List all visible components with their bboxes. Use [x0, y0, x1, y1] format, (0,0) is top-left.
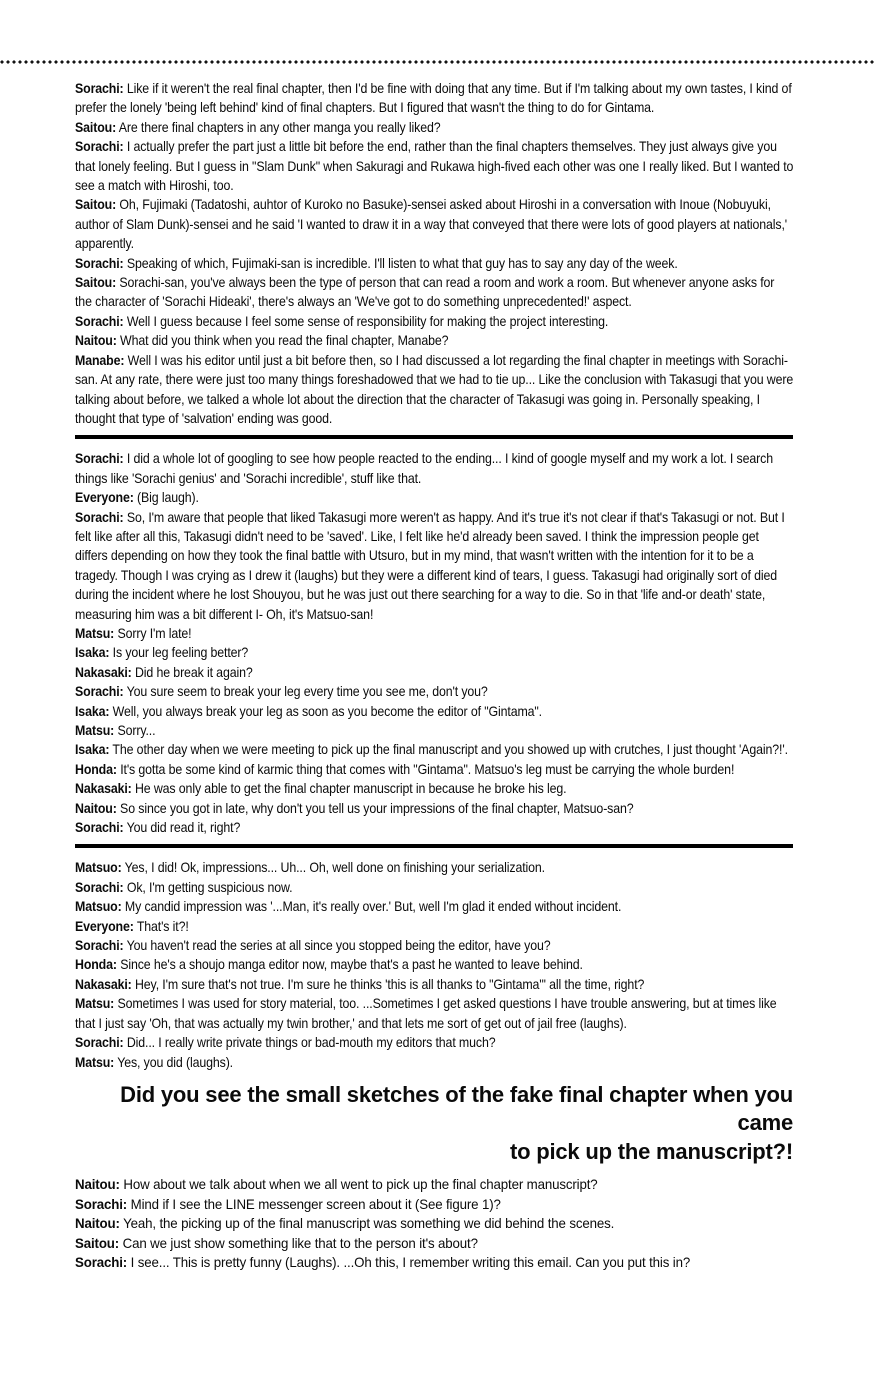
speaker-name: Sorachi: — [75, 1034, 124, 1051]
dialogue-turn: Matsu: Yes, you did (laughs). — [75, 1053, 234, 1070]
dialogue-turn: Naitou: What did you think when you read the final chapter, Manabe? — [75, 332, 449, 349]
dialogue-turn: Naitou: How about we talk about when we all went to pick up the final chapter manuscript? — [75, 1176, 598, 1193]
dotted-divider — [0, 60, 875, 64]
dialogue-turn: Isaka: Is your leg feeling better? — [75, 644, 249, 661]
speaker-name: Sorachi: — [75, 878, 124, 895]
dialogue-turn: Saitou: Can we just show something like that to the person it's about? — [75, 1234, 478, 1251]
dialogue-turn: Sorachi: Mind if I see the LINE messenger screen about it (See figure 1)? — [75, 1195, 501, 1212]
speaker-name: Honda: — [75, 760, 117, 777]
dialogue-turn: Sorachi: I see... This is pretty funny (Laughs). ...Oh this, I remember writing this email. Can you put this in? — [75, 1254, 691, 1271]
speaker-name: Matsu: — [75, 624, 115, 641]
speaker-name: Saitou: — [75, 196, 117, 213]
speaker-name: Sorachi: — [75, 80, 124, 96]
dialogue-turn: Sorachi: Did... I really write private things or bad-mouth my editors that much? — [75, 1034, 496, 1051]
headline-line-1: Did you see the small sketches of the fake final chapter when you came — [120, 1081, 793, 1136]
speaker-name: Everyone: — [75, 917, 134, 934]
speaker-name: Saitou: — [75, 1234, 120, 1251]
speaker-name: Sorachi: — [75, 683, 124, 700]
speaker-name: Sorachi: — [75, 450, 124, 467]
dialogue-block-4 — [75, 1175, 793, 1272]
speaker-name: Sorachi: — [75, 312, 124, 329]
dialogue-turn: Nakasaki: Did he break it again? — [75, 663, 253, 680]
speaker-name: Matsu: — [75, 722, 115, 738]
speaker-name: Nakasaki: — [75, 663, 132, 680]
dialogue-block-2 — [75, 449, 794, 837]
speaker-name: Matsuo: — [75, 859, 122, 876]
dialogue-turn: Naitou: Yeah, the picking up of the final manuscript was something we did behind the scenes. — [75, 1215, 615, 1232]
dialogue-block-1 — [75, 79, 794, 428]
dialogue-turn: Sorachi: You haven't read the series at all since you stopped being the editor, have you? — [75, 937, 551, 954]
dialogue-turn: Manabe: Well I was his editor until just a bit before then, so I had discussed a lot regarding the final chapter in meetings with Sorachi-san. At any rate, there were just too many things foreshadowed that we had to tie up... Like the conclusion with Takasugi that you were talking about before, we talked a whole lot about the direction that the character of Takasugi was going in. Personally speaking, I thought that type of 'salvation' ending was good. — [75, 351, 794, 426]
dialogue-turn: Sorachi: Ok, I'm getting suspicious now. — [75, 878, 293, 895]
dialogue-turn: Matsu: Sorry... — [75, 722, 156, 738]
dialogue-turn: Sorachi: Speaking of which, Fujimaki-san is incredible. I'll listen to what that guy has to say any day of the week. — [75, 254, 678, 271]
dialogue-turn: Nakasaki: He was only able to get the final chapter manuscript in because he broke his leg. — [75, 780, 567, 797]
dialogue-turn: Saitou: Oh, Fujimaki (Tadatoshi, auhtor of Kuroko no Basuke)-sensei asked about Hiroshi in a conversation with Inoue (Nobuyuki, author of Slam Dunk)-sensei and he said 'I wanted to draw it in a way that conveyed that there were lots of good players at nationals,' apparently. — [75, 196, 788, 252]
dialogue-block-3 — [75, 858, 794, 1071]
dialogue-turn: Saitou: Sorachi-san, you've always been the type of person that can read a room and work a room. But whenever anyone asks for the character of 'Sorachi Hideaki', there's always an 'We've got to do something unprecedented!' aspect. — [75, 274, 775, 310]
dialogue-turn: Sorachi: I did a whole lot of googling to see how people reacted to the ending... I kind of google myself and my work a lot. I search things like 'Sorachi genius' and 'Sorachi incredible', stuff like that. — [75, 450, 773, 486]
dialogue-turn: Isaka: Well, you always break your leg as soon as you become the editor of "Gintama". — [75, 702, 542, 719]
dialogue-turn: Sorachi: You did read it, right? — [75, 819, 241, 836]
section-divider-2 — [75, 844, 793, 848]
speaker-name: Sorachi: — [75, 1195, 128, 1212]
speaker-name: Sorachi: — [75, 1254, 128, 1271]
speaker-name: Matsuo: — [75, 898, 122, 915]
speaker-name: Naitou: — [75, 799, 117, 816]
speaker-name: Nakasaki: — [75, 780, 132, 797]
speaker-name: Isaka: — [75, 741, 110, 758]
dialogue-turn: Nakasaki: Hey, I'm sure that's not true. I'm sure he thinks 'this is all thanks to "Gintama"' all the time, right? — [75, 975, 645, 992]
dialogue-turn: Sorachi: Like if it weren't the real final chapter, then I'd be fine with doing that any time. But if I'm talking about my own tastes, I kind of prefer the lonely 'being left behind' kind of final chapters. But I figured that wasn't the thing to do for Gintama. — [75, 80, 792, 116]
speaker-name: Saitou: — [75, 274, 117, 291]
dialogue-turn: Sorachi: I actually prefer the part just a little bit before the end, rather than the final chapters themselves. They just always give you that lonely feeling. But I guess in "Slam Dunk" when Sakuragi and Rukawa high-fived each other was one I really liked. But I wanted to see a match with Hiroshi, too. — [75, 138, 794, 194]
speaker-name: Nakasaki: — [75, 975, 132, 992]
dialogue-turn: Everyone: (Big laugh). — [75, 489, 199, 506]
dialogue-turn: Honda: Since he's a shoujo manga editor now, maybe that's a past he wanted to leave behind. — [75, 956, 583, 973]
speaker-name: Everyone: — [75, 489, 134, 506]
speaker-name: Matsu: — [75, 1053, 115, 1070]
speaker-name: Naitou: — [75, 1215, 120, 1232]
speaker-name: Saitou: — [75, 118, 117, 135]
section-divider-1 — [75, 435, 793, 439]
speaker-name: Honda: — [75, 956, 117, 973]
dialogue-turn: Everyone: That's it?! — [75, 917, 189, 934]
speaker-name: Sorachi: — [75, 819, 124, 836]
dialogue-turn: Matsuo: Yes, I did! Ok, impressions... Uh... Oh, well done on finishing your serialization. — [75, 859, 545, 876]
dialogue-turn: Matsu: Sorry I'm late! — [75, 624, 192, 641]
dialogue-turn: Honda: It's gotta be some kind of karmic thing that comes with "Gintama". Matsuo's leg must be carrying the whole burden! — [75, 760, 735, 777]
pull-quote-headline — [75, 1081, 793, 1167]
dialogue-turn: Isaka: The other day when we were meeting to pick up the final manuscript and you showed up with crutches, I just thought 'Again?!'. — [75, 741, 788, 758]
dialogue-turn: Matsuo: My candid impression was '...Man, it's really over.' But, well I'm glad it ended without incident. — [75, 898, 622, 915]
speaker-name: Naitou: — [75, 1176, 120, 1193]
speaker-name: Sorachi: — [75, 937, 124, 954]
dialogue-turn: Saitou: Are there final chapters in any other manga you really liked? — [75, 118, 441, 135]
speaker-name: Manabe: — [75, 351, 125, 368]
dialogue-turn: Sorachi: So, I'm aware that people that liked Takasugi more weren't as happy. And it's true it's not clear if that's Takasugi or not. But I felt like after all this, Takasugi didn't need to be 'saved'. Like, I felt like he'd already been saved. I think the impression people get differs depending on how they took the final battle with Utsuro, but in my mind, that wasn't written with the intention for it to be a tragedy. Though I was crying as I drew it (laughs) but they were a different kind of tears, I guess. Takasugi had originally sort of died during the incident where he lost Shouyou, but he was just out there searching for a way to die. So in that 'life and-or death' state, measuring him was a bit different I- Oh, it's Matsuo-san! — [75, 508, 785, 622]
speaker-name: Sorachi: — [75, 254, 124, 271]
speaker-name: Sorachi: — [75, 508, 124, 525]
dialogue-turn: Matsu: Sometimes I was used for story material, too. ...Sometimes I get asked questions I have trouble answering, but at times like that I just say 'Oh, that was actually my twin brother,' and that lets me sort of get out of jail free (laughs). — [75, 995, 777, 1031]
speaker-name: Matsu: — [75, 995, 115, 1012]
speaker-name: Isaka: — [75, 644, 110, 661]
dialogue-turn: Naitou: So since you got in late, why don't you tell us your impressions of the final chapter, Matsuo-san? — [75, 799, 634, 816]
headline-line-2: to pick up the manuscript?! — [509, 1138, 793, 1164]
speaker-name: Sorachi: — [75, 138, 124, 155]
dialogue-turn: Sorachi: Well I guess because I feel some sense of responsibility for making the project interesting. — [75, 312, 609, 329]
dialogue-turn: Sorachi: You sure seem to break your leg every time you see me, don't you? — [75, 683, 488, 700]
speaker-name: Isaka: — [75, 702, 110, 719]
speaker-name: Naitou: — [75, 332, 117, 349]
interview-content — [75, 79, 793, 1272]
